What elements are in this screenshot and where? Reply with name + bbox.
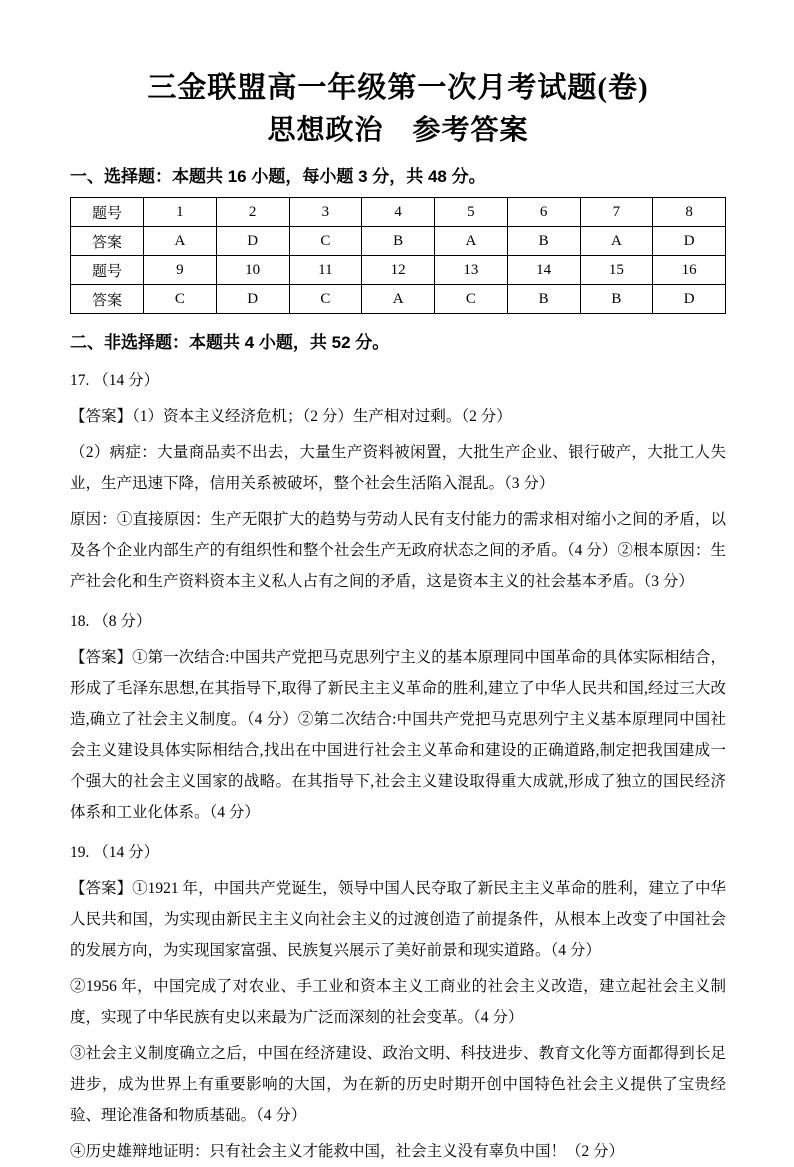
table-cell: A <box>144 227 217 256</box>
table-cell: 5 <box>435 198 508 227</box>
table-cell: 16 <box>653 256 726 285</box>
question-19-answer-paragraph: ④历史雄辩地证明：只有社会主义才能救中国，社会主义没有辜负中国！（2 分） <box>70 1142 625 1160</box>
question-17-answer-paragraph: 原因：①直接原因：生产无限扩大的趋势与劳动人民有支付能力的需求相对缩小之间的矛盾，以及各个企业内部生产的有组织性和整个社会生产无政府状态之间的矛盾。（4 分）②根本原因：生产社会化和生产资料资本主义私人占有之间的矛盾，这是资本主义的社会基本矛盾。（3 分） <box>70 510 726 590</box>
table-cell: 2 <box>216 198 289 227</box>
question-17-answer-paragraph: （2）病症：大量商品卖不出去，大量生产资料被闲置，大批生产企业、银行破产，大批工人失业，生产迅速下降，信用关系被破坏，整个社会生活陷入混乱。（3 分） <box>70 443 726 492</box>
row-label-cell: 答案 <box>71 227 144 256</box>
table-cell: 11 <box>289 256 362 285</box>
table-cell: C <box>435 285 508 314</box>
table-cell: 14 <box>507 256 580 285</box>
question-19-number: 19. （14 分） <box>70 843 160 861</box>
table-row-answers-2 <box>71 285 726 314</box>
table-cell: B <box>362 227 435 256</box>
table-row-question-numbers-2 <box>71 256 726 285</box>
table-cell: 1 <box>144 198 217 227</box>
document-subtitle: 思想政治 参考答案 <box>267 115 529 147</box>
table-cell: 13 <box>435 256 508 285</box>
table-cell: 10 <box>216 256 289 285</box>
row-label-cell: 题号 <box>71 256 144 285</box>
table-cell: A <box>435 227 508 256</box>
table-cell: C <box>289 227 362 256</box>
table-cell: 8 <box>653 198 726 227</box>
table-cell: A <box>580 227 653 256</box>
question-19-answer-paragraph: 【答案】①1921 年，中国共产党诞生，领导中国人民夺取了新民主主义革命的胜利，建立了中华人民共和国，为实现由新民主主义向社会主义的过渡创造了前提条件，从根本上改变了中国社会的发展方向，为实现国家富强、民族复兴展示了美好前景和现实道路。（4 分） <box>70 879 726 959</box>
table-cell: D <box>216 285 289 314</box>
table-cell: 12 <box>362 256 435 285</box>
question-18-number: 18. （8 分） <box>70 612 152 630</box>
table-cell: 7 <box>580 198 653 227</box>
table-row-question-numbers-1 <box>71 198 726 227</box>
row-label-cell: 答案 <box>71 285 144 314</box>
table-cell: 9 <box>144 256 217 285</box>
table-cell: B <box>580 285 653 314</box>
table-cell: D <box>653 227 726 256</box>
row-label-cell: 题号 <box>71 198 144 227</box>
table-cell: D <box>653 285 726 314</box>
table-cell: 15 <box>580 256 653 285</box>
question-17-number: 17. （14 分） <box>70 371 160 389</box>
table-cell: C <box>289 285 362 314</box>
table-cell: 6 <box>507 198 580 227</box>
table-cell: 4 <box>362 198 435 227</box>
question-19-answer-paragraph: ③社会主义制度确立之后，中国在经济建设、政治文明、科技进步、教育文化等方面都得到长足进步，成为世界上有重要影响的大国，为在新的历史时期开创中国特色社会主义提供了宝贵经验、理论准备和物质基础。（4 分） <box>70 1044 726 1124</box>
table-cell: C <box>144 285 217 314</box>
table-cell: 3 <box>289 198 362 227</box>
table-cell: B <box>507 285 580 314</box>
table-cell: A <box>362 285 435 314</box>
question-17-answer-paragraph: 【答案】（1）资本主义经济危机；（2 分）生产相对过剩。（2 分） <box>70 407 512 425</box>
table-cell: B <box>507 227 580 256</box>
document-title: 三金联盟高一年级第一次月考试题(卷) <box>147 72 649 104</box>
question-19-answer-paragraph: ②1956 年，中国完成了对农业、手工业和资本主义工商业的社会主义改造，建立起社会主义制度，实现了中华民族有史以来最为广泛而深刻的社会变革。（4 分） <box>70 977 726 1026</box>
answer-table <box>70 197 726 314</box>
section-choice-heading: 一、选择题：本题共 16 小题，每小题 3 分，共 48 分。 <box>70 166 486 186</box>
section-noncho-heading: 二、非选择题：本题共 4 小题，共 52 分。 <box>70 333 390 353</box>
question-18-answer-paragraph: 【答案】①第一次结合:中国共产党把马克思列宁主义的基本原理同中国革命的具体实际相结合，形成了毛泽东思想,在其指导下,取得了新民主主义革命的胜利,建立了中华人民共和国,经过三大改造,确立了社会主义制度。（4 分）②第二次结合:中国共产党把马克思列宁主义基本原理同中国社会主义建设具体实际相结合,找出在中国进行社会主义革命和建设的正确道路,制定把我国建成一个强大的社会主义国家的战略。在其指导下,社会主义建设取得重大成就,形成了独立的国民经济体系和工业化体系。（4 分） <box>70 648 726 821</box>
table-cell: D <box>216 227 289 256</box>
table-row-answers-1 <box>71 227 726 256</box>
